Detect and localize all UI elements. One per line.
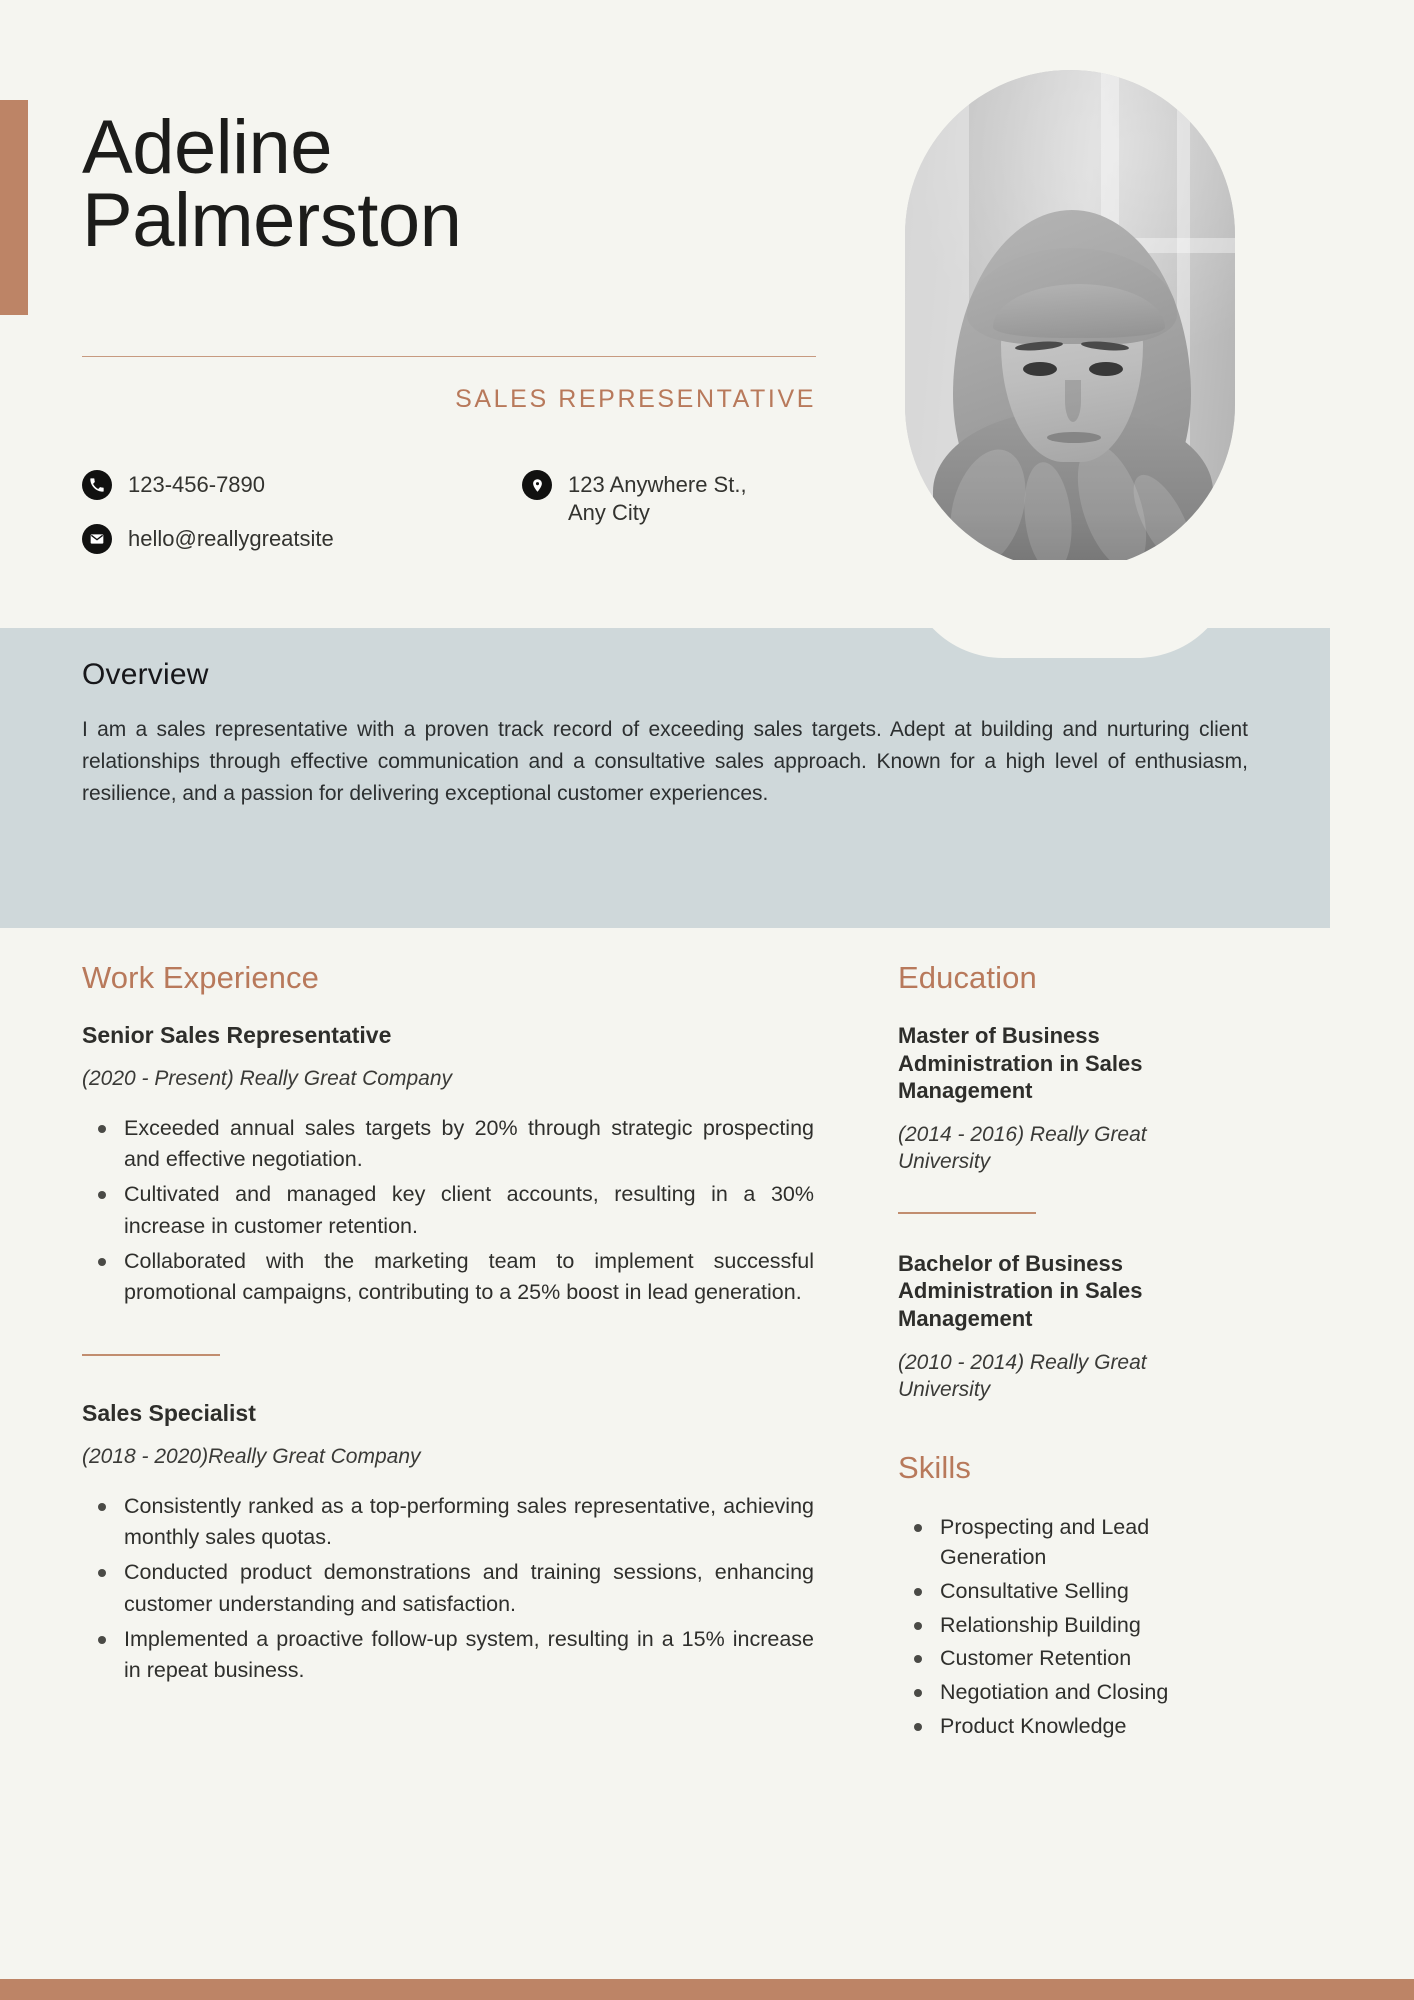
contact-email[interactable]: [82, 522, 502, 554]
education-entry: [898, 1022, 1238, 1176]
eye-left: [1023, 362, 1057, 376]
location-pin-icon: [522, 470, 552, 500]
address-line-2: Any City: [568, 499, 650, 525]
list-item: Customer Retention: [940, 1643, 1238, 1674]
work-experience-heading: Work Experience: [82, 960, 319, 995]
education-heading: Education: [898, 960, 1037, 995]
list-item: Consistently ranked as a top-performing sales representative, achieving monthly sales quotas.: [124, 1491, 814, 1553]
job-meta-2: (2018 - 2020)Really Great Company: [82, 1445, 421, 1469]
list-item: Collaborated with the marketing team to implement successful promotional campaigns, contributing to a 25% boost in lead generation.: [124, 1246, 814, 1308]
job-entry: [82, 1400, 814, 1686]
address-line-1: 123 Anywhere St.,: [568, 472, 747, 497]
sidebar-column: [898, 960, 1238, 1745]
job-title-2: Sales Specialist: [82, 1400, 256, 1427]
candidate-name: [82, 105, 732, 263]
education-meta-2: (2010 - 2014) Really Great University: [898, 1350, 1147, 1402]
contact-column-right: [522, 468, 842, 549]
first-name: Adeline: [82, 105, 333, 190]
job-title: SALES REPRESENTATIVE: [455, 385, 816, 413]
job-bullets-1: [82, 1113, 814, 1308]
overview-section: [0, 628, 1330, 928]
skills-section: [898, 1450, 1238, 1742]
job-bullets-2: [82, 1491, 814, 1686]
list-item: Cultivated and managed key client accounts, resulting in a 30% increase in customer retention.: [124, 1179, 814, 1241]
job-entry: [82, 1022, 814, 1308]
overview-heading: Overview: [82, 658, 209, 691]
address-value: [568, 468, 747, 527]
mouth: [1047, 432, 1101, 443]
list-item: Consultative Selling: [940, 1576, 1238, 1607]
phone-value: 123-456-7890: [128, 472, 266, 497]
education-degree-1: Master of Business Administration in Sales Management: [898, 1023, 1143, 1104]
eye-right: [1089, 362, 1123, 376]
photo-background: [905, 70, 1235, 570]
portrait-photo: [905, 70, 1235, 570]
envelope-icon: [82, 524, 112, 554]
title-divider: [82, 356, 816, 357]
skills-heading: Skills: [898, 1449, 971, 1485]
last-name: Palmerston: [82, 177, 462, 263]
list-item: Negotiation and Closing: [940, 1677, 1238, 1708]
list-item: Product Knowledge: [940, 1711, 1238, 1742]
list-item: Prospecting and Lead Generation: [940, 1512, 1238, 1573]
work-experience-section: [82, 960, 814, 1690]
job-title-1: Senior Sales Representative: [82, 1022, 392, 1048]
job-meta-1: (2020 - Present) Really Great Company: [82, 1067, 452, 1090]
footer-accent-bar: [0, 1979, 1414, 2000]
resume-header: [0, 0, 1414, 628]
list-item: Conducted product demonstrations and training sessions, enhancing customer understanding and satisfaction.: [124, 1557, 814, 1619]
contact-column-left: [82, 468, 502, 576]
list-item: Relationship Building: [940, 1610, 1238, 1641]
work-entry-divider: [82, 1354, 220, 1356]
education-entry: [898, 1250, 1238, 1404]
contact-address[interactable]: [522, 468, 842, 527]
education-section: [898, 960, 1238, 1404]
phone-icon: [82, 470, 112, 500]
list-item: Exceeded annual sales targets by 20% through strategic prospecting and effective negotiation.: [124, 1113, 814, 1175]
list-item: Implemented a proactive follow-up system, resulting in a 15% increase in repeat business.: [124, 1624, 814, 1686]
contact-phone[interactable]: [82, 468, 502, 500]
photo-notch: [905, 560, 1235, 658]
education-degree-2: Bachelor of Business Administration in Sales Management: [898, 1250, 1143, 1332]
email-value: hello@reallygreatsite: [128, 526, 334, 551]
education-meta-1: (2014 - 2016) Really Great University: [898, 1123, 1147, 1174]
skills-list: [898, 1512, 1238, 1742]
overview-text: I am a sales representative with a proven track record of exceeding sales targets. Adept at building and nurturing client relationships through effective communication and a consultative sales approach. Known for a high level of enthusiasm, resilience, and a passion for delivering exceptional customer experiences.: [82, 718, 1248, 805]
nose: [1065, 380, 1081, 422]
education-entry-divider: [898, 1212, 1036, 1214]
